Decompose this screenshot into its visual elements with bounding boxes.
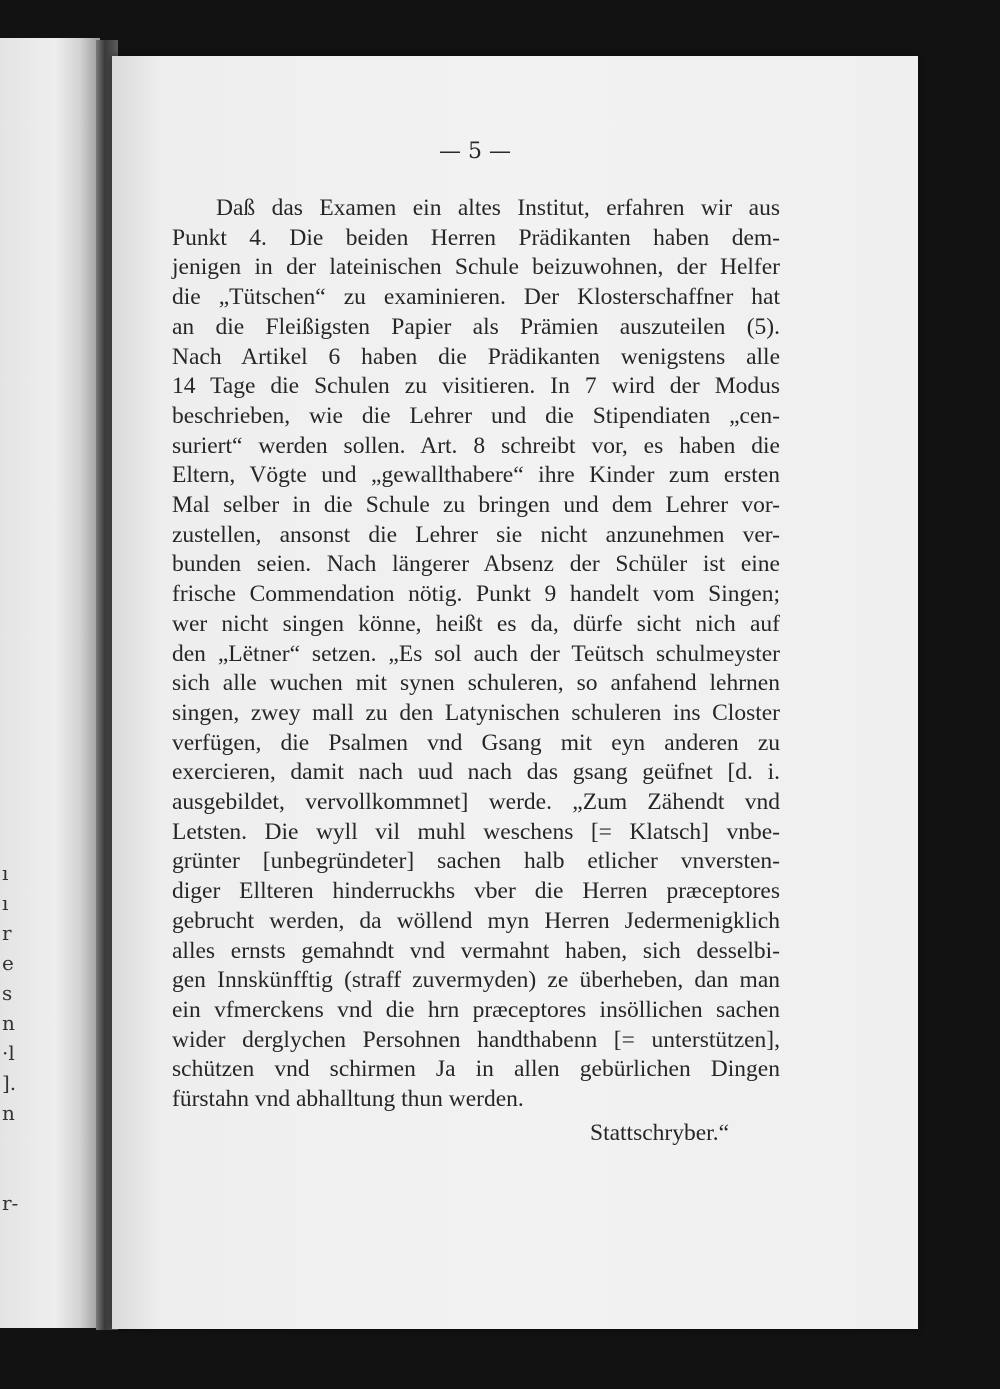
text-line: alles ernsts gemahndt vnd vermahnt haben, sich desselbi- — [172, 937, 780, 964]
text-line: wider derglychen Persohnen handthabenn [= unterstützen], — [172, 1026, 780, 1053]
text-line: Punkt 4. Die beiden Herren Prädikanten haben dem- — [172, 224, 780, 251]
text-line: Letsten. Die wyll vil muhl weschens [= Klatsch] vnbe- — [172, 818, 780, 845]
text-line: den „Lëtner“ setzen. „Es sol auch der Teütsch schulmeyster — [172, 640, 780, 667]
body-text — [172, 194, 780, 1115]
text-line: zustellen, ansonst die Lehrer sie nicht anzunehmen ver- — [172, 521, 780, 548]
text-line: an die Fleißigsten Papier als Prämien auszuteilen (5). — [172, 313, 780, 340]
text-line: 14 Tage die Schulen zu visitieren. In 7 wird der Modus — [172, 373, 780, 400]
text-line: verfügen, die Psalmen vnd Gsang mit eyn anderen zu — [172, 729, 780, 756]
facing-page-text-fragments: ı ı r e s n ·l ]. n r- — [2, 861, 19, 1215]
text-line: beschrieben, wie die Lehrer und die Stipendiaten „cen- — [172, 402, 780, 429]
text-line: bunden seien. Nach längerer Absenz der Schüler ist eine — [172, 551, 780, 578]
book-page — [112, 56, 918, 1329]
text-line: suriert“ werden sollen. Art. 8 schreibt vor, es haben die — [172, 432, 780, 459]
text-line: grünter [unbegründeter] sachen halb etlicher vnversten- — [172, 848, 780, 875]
text-line: Nach Artikel 6 haben die Prädikanten wenigstens alle — [172, 343, 780, 370]
text-line: sich alle wuchen mit synen schuleren, so anfahend lehrnen — [172, 670, 780, 697]
text-line: Daß das Examen ein altes Institut, erfahren wir aus — [216, 195, 780, 221]
text-line: jenigen in der lateinischen Schule beizuwohnen, der Helfer — [172, 254, 780, 281]
text-line: fürstahn vnd abhalltung thun werden. — [172, 1086, 524, 1113]
text-line: gen Innskünfftig (straff zuvermyden) ze überheben, dan man — [172, 967, 780, 994]
text-line: ein vfmerckens vnd die hrn præceptores insöllichen sachen — [172, 996, 780, 1023]
text-line: schützen vnd schirmen Ja in allen gebürlichen Dingen — [172, 1056, 780, 1083]
text-line: diger Ellteren hinderruckhs vber die Herren præceptores — [172, 878, 780, 905]
text-line: wer nicht singen könne, heißt es da, dürfe sicht nich auf — [172, 610, 780, 637]
text-line: Mal selber in die Schule zu bringen und dem Lehrer vor- — [172, 492, 780, 519]
page-number: — 5 — — [439, 139, 511, 164]
text-line: ausgebildet, vervollkommnet] werde. „Zum Zähendt vnd — [172, 789, 780, 816]
text-line: exercieren, damit nach uud nach das gsang geüfnet [d. i. — [172, 759, 780, 786]
facing-page-edge — [0, 38, 100, 1328]
text-line: frische Commendation nötig. Punkt 9 handelt vom Singen; — [172, 581, 780, 608]
text-line: Eltern, Vögte und „gewallthabere“ ihre Kinder zum ersten — [172, 462, 780, 489]
signature-line: Stattschryber.“ — [590, 1120, 730, 1146]
text-line: gebrucht werden, da wöllend myn Herren Jedermenigklich — [172, 907, 780, 934]
text-line: die „Tütschen“ zu examinieren. Der Klosterschaffner hat — [172, 284, 780, 311]
text-line: singen, zwey mall zu den Latynischen schuleren ins Closter — [172, 699, 780, 726]
